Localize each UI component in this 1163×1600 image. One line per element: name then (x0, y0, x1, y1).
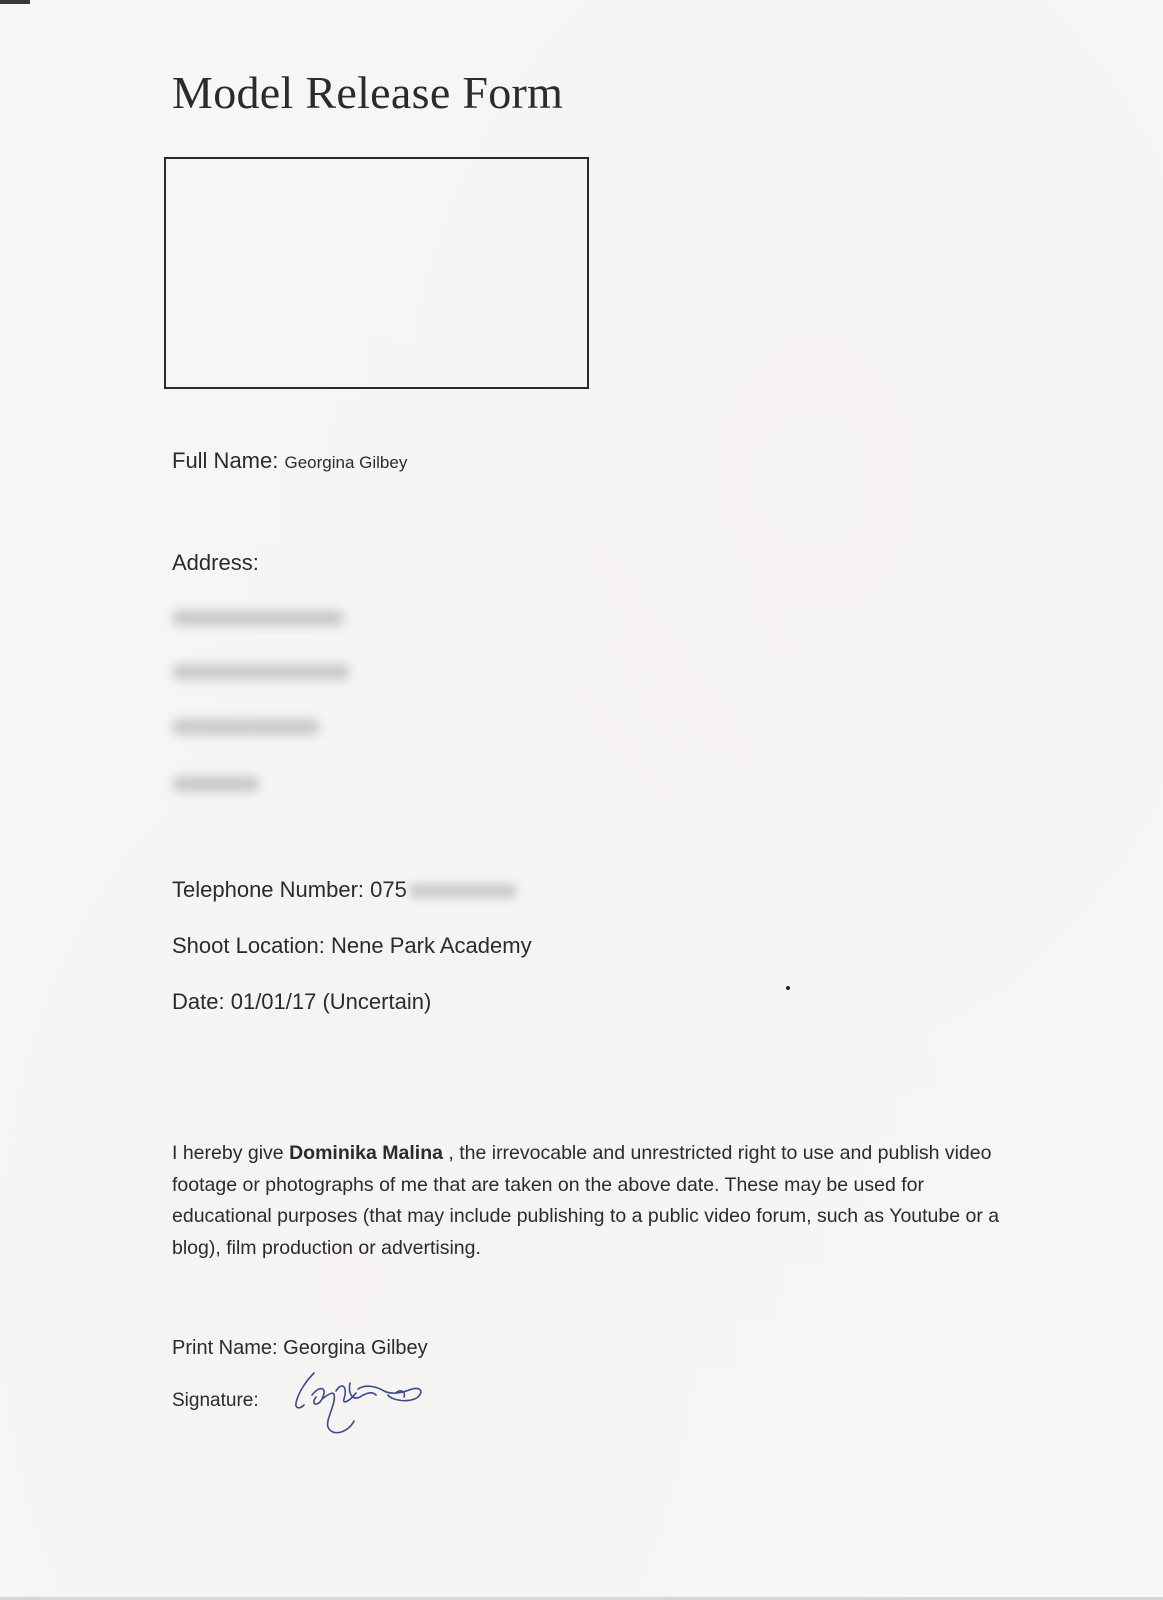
date-value: 01/01/17 (Uncertain) (230, 989, 432, 1014)
address-line-redacted (172, 610, 344, 626)
release-intro: I hereby give (172, 1142, 284, 1164)
print-name-label: Print Name: (172, 1337, 278, 1359)
address-line-redacted (172, 776, 260, 792)
date-row (172, 989, 431, 1015)
address-label: Address: (172, 550, 259, 575)
scan-corner-mark (0, 0, 30, 4)
address-line-redacted (172, 664, 350, 680)
shoot-location-label: Shoot Location: (172, 933, 325, 958)
telephone-label: Telephone Number: (172, 877, 365, 902)
date-label: Date: (172, 989, 225, 1014)
print-name-row (172, 1337, 428, 1360)
release-statement (172, 1138, 1022, 1264)
release-body: , the irrevocable and unrestricted right to use and publish video footage or photographs of me that are taken on the above date. These may be used for educational purposes (that may include publishing to a public video forum, such as Youtube or a blog), film production or advertising. (172, 1142, 1000, 1259)
photo-box (164, 157, 589, 389)
full-name-label: Full Name: (172, 448, 279, 473)
form-title: Model Release Form (172, 67, 564, 118)
full-name-value: Georgina Gilbey (284, 453, 408, 472)
telephone-redacted (409, 883, 517, 899)
shoot-location-row (172, 933, 532, 959)
signature-label: Signature: (172, 1390, 259, 1411)
full-name-row (172, 448, 407, 474)
telephone-value: 075 (370, 877, 407, 902)
release-name: Dominika Malina (289, 1142, 443, 1164)
shoot-location-value: Nene Park Academy (331, 933, 532, 958)
telephone-row (172, 877, 517, 903)
handwritten-signature (292, 1371, 432, 1443)
paper-speck (786, 986, 790, 990)
print-name-value: Georgina Gilbey (283, 1337, 428, 1359)
address-line-redacted (172, 719, 320, 735)
